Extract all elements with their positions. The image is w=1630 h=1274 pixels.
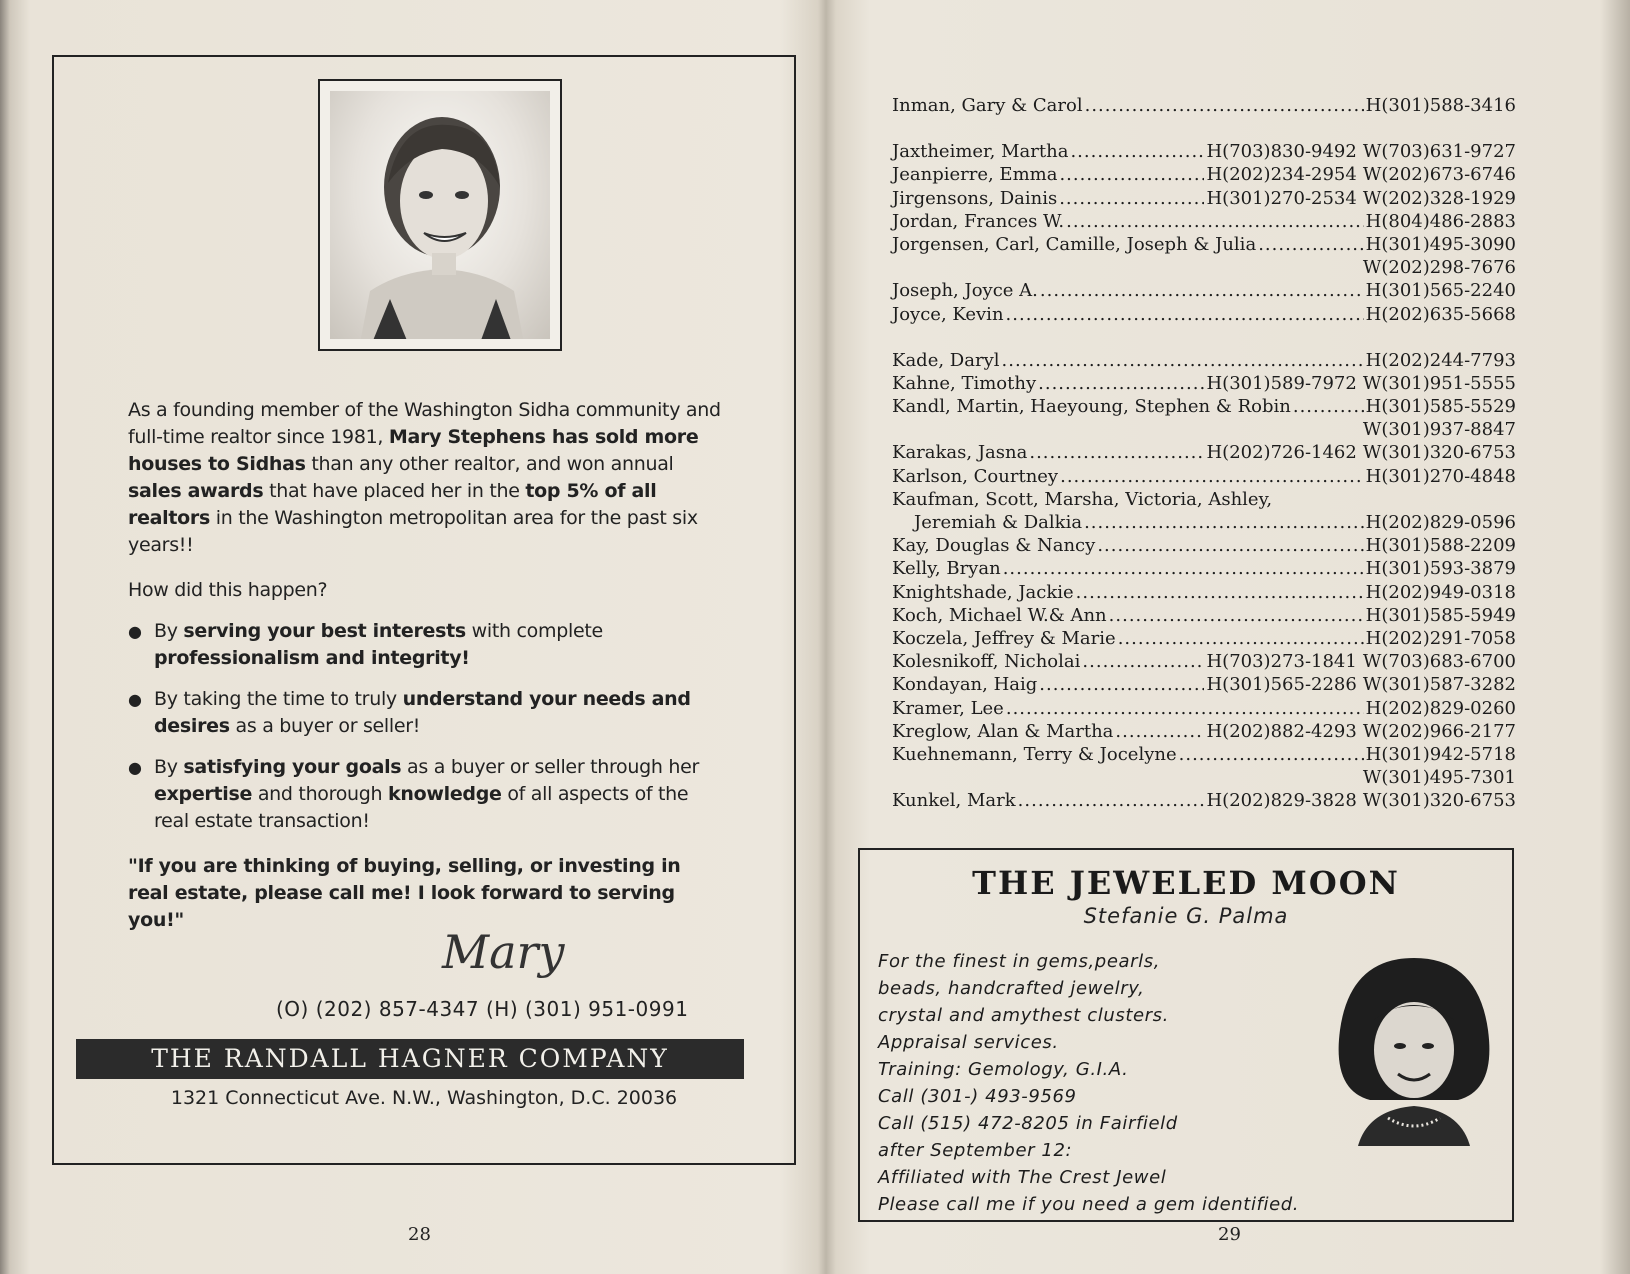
member-name: Jordan, Frances W. (892, 210, 1065, 232)
home-phone: H(301)588-3416 (1365, 95, 1516, 116)
jeweled-moon-line: crystal and amythest clusters. (878, 1005, 1169, 1026)
jeweled-moon-line: after September 12: (878, 1140, 1073, 1161)
directory-entry (892, 187, 1516, 210)
directory-entry (892, 303, 1516, 326)
dot-leader (1109, 604, 1364, 627)
directory-entry (892, 581, 1516, 604)
jeweled-moon-line: Affiliated with The Crest Jewel (878, 1167, 1167, 1188)
home-phone: H(202)829-0260 (1365, 697, 1516, 719)
home-phone: H(301)270-2534 (1206, 187, 1357, 209)
dot-leader (1006, 303, 1364, 326)
work-phone: W(301)495-7301 (1362, 767, 1516, 789)
directory-entry (892, 650, 1516, 673)
work-phone: W(301)320-6753 (1362, 790, 1516, 812)
work-phone: W(301)587-3282 (1362, 674, 1516, 696)
home-phone: H(301)565-2240 (1365, 280, 1516, 302)
jeweled-moon-text (878, 948, 1338, 1218)
dot-leader (1258, 233, 1363, 256)
member-name: Kandl, Martin, Haeyoung, Stephen & Robin (892, 396, 1291, 418)
body-text: By (154, 756, 184, 778)
home-phone: H(301)588-2209 (1365, 535, 1516, 557)
jeweled-moon-line: Appraisal services. (878, 1032, 1059, 1053)
member-name: Koczela, Jeffrey & Marie (892, 627, 1116, 649)
member-name: Kolesnikoff, Nicholai (892, 651, 1081, 673)
page-number-right: 29 (1218, 1224, 1241, 1245)
home-phone: H(202)949-0318 (1365, 581, 1516, 603)
dot-leader (1293, 395, 1364, 418)
directory-entry (892, 604, 1516, 627)
dot-leader (1018, 789, 1205, 812)
directory-entry (892, 140, 1516, 163)
body-text: with complete (465, 620, 603, 642)
home-phone: H(202)244-7793 (1365, 349, 1516, 371)
directory-entry (892, 465, 1516, 488)
left-page (10, 0, 820, 1274)
body-text: as a buyer or seller through her (401, 756, 700, 778)
dot-leader (1070, 140, 1204, 163)
work-phone: W(301)951-5555 (1362, 372, 1516, 394)
ad-intro (128, 397, 723, 559)
jeweled-moon-line: beads, handcrafted jewelry, (878, 978, 1145, 999)
work-phone: W(301)320-6753 (1362, 442, 1516, 464)
home-phone: H(202)291-7058 (1365, 627, 1516, 649)
directory-entry (892, 557, 1516, 580)
dot-leader (1066, 210, 1364, 233)
member-name: Jirgensons, Dainis (892, 187, 1058, 209)
jeweled-moon-line: Call (515) 472-8205 in Fairfield (878, 1113, 1178, 1134)
home-phone: H(301)585-5529 (1365, 396, 1516, 418)
home-phone: H(804)486-2883 (1365, 210, 1516, 232)
jeweled-moon-line: Training: Gemology, G.I.A. (878, 1059, 1129, 1080)
directory-entry (892, 441, 1516, 464)
member-name: Kramer, Lee (892, 697, 1004, 719)
member-name: Jeanpierre, Emma (892, 164, 1058, 186)
directory-entry (892, 743, 1516, 766)
dot-leader (1059, 187, 1204, 210)
home-phone: H(301)593-3879 (1365, 558, 1516, 580)
dot-leader (1085, 94, 1364, 117)
jeweled-moon-ad (858, 848, 1514, 1222)
ad-body-text (128, 397, 723, 934)
home-phone: H(703)273-1841 (1206, 651, 1357, 673)
woman-portrait-image (330, 91, 550, 339)
dot-leader (1003, 557, 1364, 580)
emphasis-text: knowledge (388, 783, 502, 805)
ad-bullet-3 (128, 754, 723, 835)
dot-leader (1060, 465, 1364, 488)
body-text: As a founding member of the Washington Sidha community and full-time realtor since 1981, (128, 399, 721, 448)
member-name: Kay, Douglas & Nancy (892, 535, 1096, 557)
member-name: Kade, Daryl (892, 349, 1000, 371)
directory-continuation (892, 256, 1516, 279)
directory-entry (892, 349, 1516, 372)
directory-continuation (892, 418, 1516, 441)
member-name: Karlson, Courtney (892, 465, 1059, 487)
member-name: Koch, Michael W.& Ann (892, 604, 1107, 626)
dot-leader (1118, 627, 1364, 650)
body-text: as a buyer or seller! (229, 715, 421, 737)
directory-entry-name-line (892, 488, 1516, 511)
work-phone: W(202)328-1929 (1362, 187, 1516, 209)
body-text: By (154, 620, 184, 642)
directory-entry (892, 395, 1516, 418)
body-text: and thorough (252, 783, 389, 805)
member-name: Joyce, Kevin (892, 303, 1004, 325)
realtor-phones: (O) (202) 857-4347 (H) (301) 951-0991 (276, 997, 689, 1021)
body-text: in the Washington metropolitan area for the past six years!! (128, 507, 698, 556)
dot-leader (1084, 511, 1364, 534)
dot-leader (1039, 673, 1204, 696)
company-address: 1321 Connecticut Ave. N.W., Washington, D.C. 20036 (170, 1087, 678, 1109)
home-phone: H(301)585-5949 (1365, 604, 1516, 626)
member-directory (892, 94, 1516, 812)
work-phone: W(301)937-8847 (1362, 419, 1516, 441)
member-name: Kondayan, Haig (892, 674, 1038, 696)
jeweled-moon-owner: Stefanie G. Palma (1083, 904, 1289, 928)
jeweled-moon-line: For the finest in gems,pearls, (878, 951, 1161, 972)
directory-entry (892, 673, 1516, 696)
realtor-photo (318, 79, 562, 351)
home-phone: H(301)565-2286 (1206, 674, 1357, 696)
emphasis-text: satisfying your goals (183, 756, 402, 778)
home-phone: H(202)635-5668 (1365, 303, 1516, 325)
directory-entry (892, 789, 1516, 812)
emphasis-text: Mary Stephens has sold more houses to Sidhas (128, 426, 699, 475)
work-phone: W(703)683-6700 (1362, 651, 1516, 673)
directory-entry (892, 720, 1516, 743)
directory-entry (892, 210, 1516, 233)
member-name: Karakas, Jasna (892, 442, 1028, 464)
work-phone: W(202)673-6746 (1362, 164, 1516, 186)
directory-entry (892, 697, 1516, 720)
dot-leader (1179, 743, 1364, 766)
home-phone: H(301)942-5718 (1365, 743, 1516, 765)
home-phone: H(202)829-0596 (1365, 512, 1516, 533)
dot-leader (1029, 441, 1204, 464)
member-name: Kaufman, Scott, Marsha, Victoria, Ashley, (892, 488, 1273, 510)
jeweled-moon-title: THE JEWELED MOON (972, 864, 1400, 902)
emphasis-text: top 5% of all realtors (128, 480, 657, 529)
directory-entry (892, 233, 1516, 256)
ad-quote: "If you are thinking of buying, selling, or investing in real estate, please call me! I look forward to serving you!" (128, 855, 681, 931)
jeweled-moon-line: Please call me if you need a gem identified. (878, 1194, 1300, 1215)
work-phone: W(202)298-7676 (1362, 257, 1516, 279)
emphasis-text: expertise (154, 783, 253, 805)
member-name: Inman, Gary & Carol (892, 95, 1083, 116)
company-banner: THE RANDALL HAGNER COMPANY (76, 1039, 744, 1079)
dot-leader (1076, 581, 1364, 604)
body-text: of all aspects of the real estate transaction! (154, 783, 689, 832)
realtor-ad (52, 55, 796, 1165)
work-phone: W(703)631-9727 (1362, 141, 1516, 163)
directory-continuation (892, 766, 1516, 789)
directory-entry (892, 372, 1516, 395)
dot-leader (1059, 163, 1204, 186)
directory-spacer (892, 326, 1516, 349)
member-name: Kuehnemann, Terry & Jocelyne (892, 743, 1177, 765)
member-name: Kahne, Timothy (892, 372, 1037, 394)
home-phone: H(202)829-3828 (1206, 790, 1357, 812)
home-phone: H(301)495-3090 (1365, 233, 1516, 255)
emphasis-text: sales awards (128, 480, 264, 502)
dot-leader (1115, 720, 1204, 743)
dot-leader (1002, 349, 1364, 372)
home-phone: H(202)882-4293 (1206, 720, 1357, 742)
directory-entry (892, 627, 1516, 650)
directory-entry (892, 511, 1516, 534)
emphasis-text: professionalism and integrity! (154, 647, 470, 669)
home-phone: H(301)589-7972 (1206, 372, 1357, 394)
work-phone: W(202)966-2177 (1362, 720, 1516, 742)
dot-leader (1006, 697, 1364, 720)
ad-bullet-1 (128, 618, 723, 672)
member-name: Kelly, Bryan (892, 558, 1001, 580)
body-text: than any other realtor, and won annual (305, 453, 674, 475)
member-name: Kunkel, Mark (892, 790, 1016, 812)
member-name: Kreglow, Alan & Martha (892, 720, 1114, 742)
home-phone: H(202)726-1462 (1206, 442, 1357, 464)
member-name: Jorgensen, Carl, Camille, Joseph & Julia (892, 233, 1257, 255)
directory-spacer (892, 117, 1516, 140)
home-phone: H(703)830-9492 (1206, 141, 1357, 163)
dot-leader (1097, 534, 1363, 557)
emphasis-text: understand your needs and desires (154, 688, 691, 737)
right-page (826, 0, 1630, 1274)
emphasis-text: serving your best interests (183, 620, 466, 642)
dot-leader (1082, 650, 1204, 673)
page-number-left: 28 (408, 1224, 431, 1245)
home-phone: H(202)234-2954 (1206, 164, 1357, 186)
ad-question: How did this happen? (128, 579, 328, 601)
dot-leader (1038, 372, 1204, 395)
body-text: By taking the time to truly (154, 688, 403, 710)
member-name: Joseph, Joyce A. (892, 280, 1038, 302)
directory-entry (892, 163, 1516, 186)
home-phone: H(301)270-4848 (1365, 465, 1516, 487)
member-name: Jaxtheimer, Martha (892, 141, 1069, 163)
member-name: Knightshade, Jackie (892, 581, 1074, 603)
directory-entry (892, 534, 1516, 557)
directory-entry (892, 279, 1516, 302)
dot-leader (1040, 279, 1364, 302)
stefanie-portrait-image (1328, 950, 1500, 1146)
ad-bullet-2 (128, 686, 723, 740)
body-text: that have placed her in the (263, 480, 526, 502)
member-name: Jeremiah & Dalkia (914, 512, 1083, 533)
directory-entry (892, 94, 1516, 117)
jeweled-moon-line: Call (301-) 493-9569 (878, 1086, 1077, 1107)
signature: Mary (442, 925, 565, 979)
